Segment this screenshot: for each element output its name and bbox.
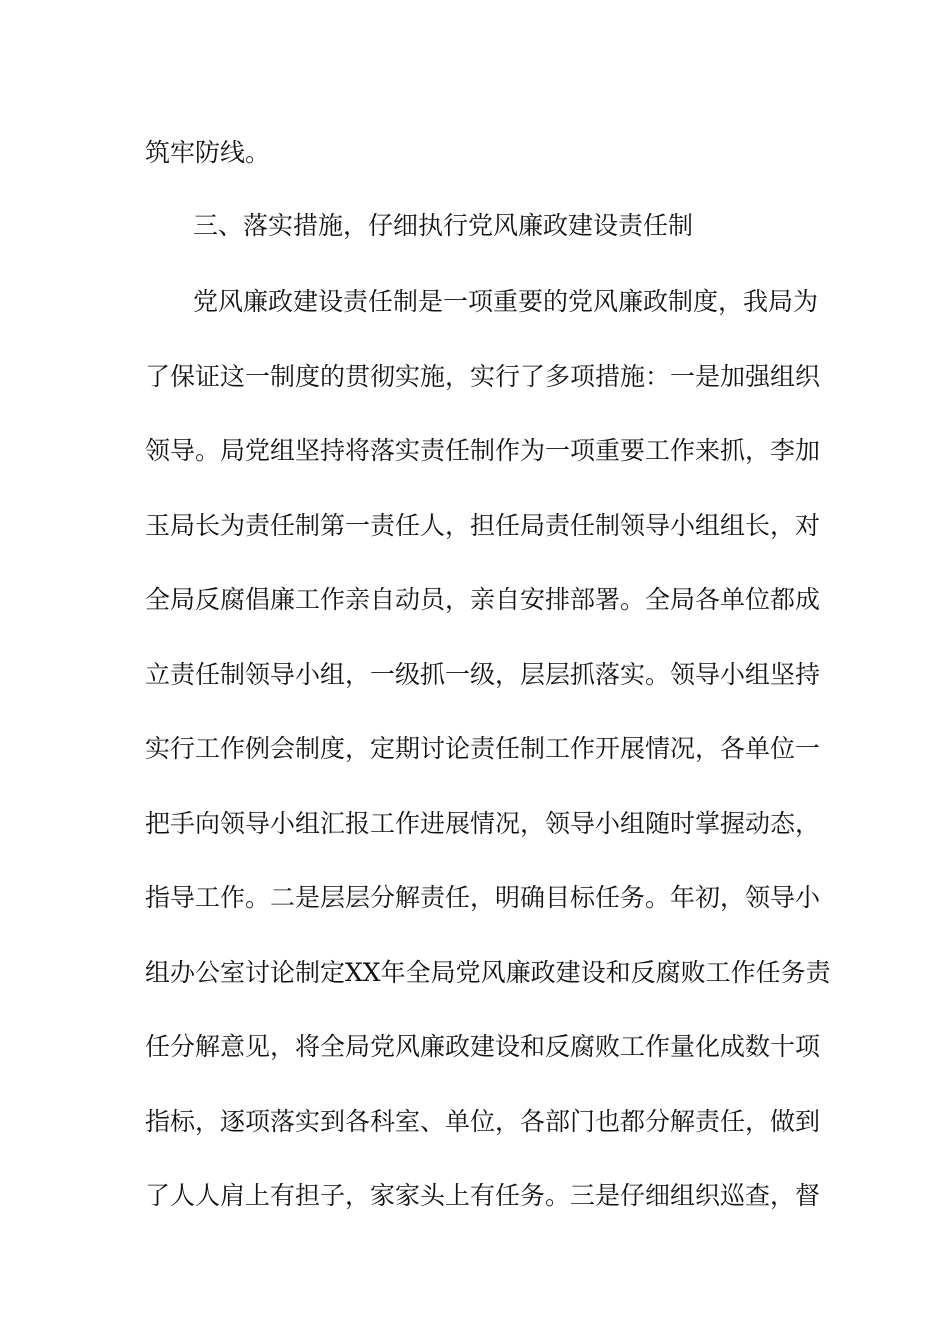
text-line: 领导。局党组坚持将落实责任制作为一项重要工作来抓，李加 (145, 436, 821, 465)
text-line: 玉局长为责任制第一责任人，担任局责任制领导小组组长，对 (145, 511, 821, 540)
text-line: 指标，逐项落实到各科室、单位，各部门也都分解责任，做到 (145, 1107, 821, 1136)
text-line: 立责任制领导小组，一级抓一级，层层抓落实。领导小组坚持 (145, 660, 821, 689)
section-heading: 三、落实措施，仔细执行党风廉政建设责任制 (193, 211, 694, 240)
text-line: 任分解意见，将全局党风廉政建设和反腐败工作量化成数十项 (145, 1032, 821, 1061)
text-line: 指导工作。二是层层分解责任，明确目标任务。年初，领导小 (145, 883, 821, 912)
text-line: 全局反腐倡廉工作亲自动员，亲自安排部署。全局各单位都成 (145, 585, 821, 614)
text-line: 了保证这一制度的贯彻实施，实行了多项措施：一是加强组织 (145, 362, 821, 391)
text-line: 实行工作例会制度，定期讨论责任制工作开展情况，各单位一 (145, 734, 821, 763)
text-line: 组办公室讨论制定XX年全局党风廉政建设和反腐败工作任务责 (145, 958, 831, 987)
text-line: 把手向领导小组汇报工作进展情况，领导小组随时掌握动态， (145, 809, 821, 838)
text-line: 筑牢防线。 (145, 138, 271, 167)
text-line: 党风廉政建设责任制是一项重要的党风廉政制度，我局为 (193, 287, 819, 316)
text-line: 了人人肩上有担子，家家头上有任务。三是仔细组织巡查，督 (145, 1181, 821, 1210)
